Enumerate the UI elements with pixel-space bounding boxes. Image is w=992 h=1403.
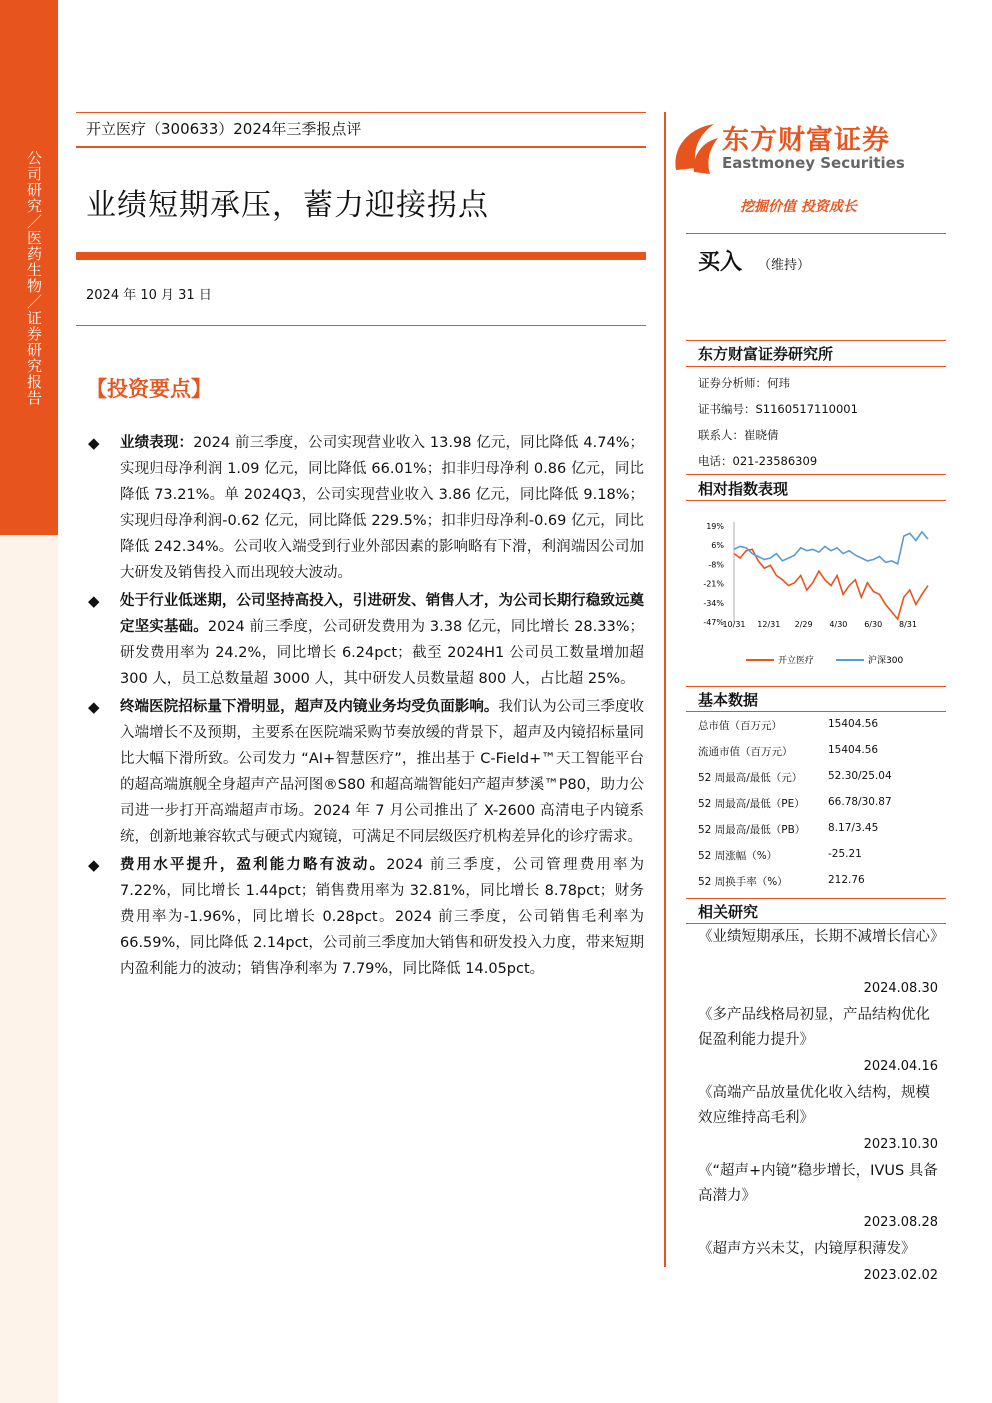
research-title: 相关研究 bbox=[698, 903, 759, 921]
headline: 业绩短期承压，蓄力迎接拐点 bbox=[86, 188, 489, 223]
bullet-text: 2024 前三季度，公司实现营业收入 13.98 亿元，同比降低 4.74%；实现归母净利润 1.09 亿元，同比降低 66.01%；扣非归母净利 0.86 亿元，同比降低 73.21%。单 2024Q3，公司实现营业收入 3.86 亿元，同比降低 9.18%；实现归母净利润-0.62 亿元，同比降低 229.5%；扣非归母净利-0.69 亿元，同比降低 242.34%。公司收入端受到行业外部因素的影响略有下滑，利润端因公司加大研发及销售投入而出现较大波动。 bbox=[120, 435, 644, 581]
institute-divider-bottom bbox=[686, 366, 946, 367]
bullet-text: 我们认为公司三季度收入端增长不及预期，主要系在医院端采购节奏放缓的背景下，超声及内镜招标量同比大幅下滑所致。公司发力 “AI+智慧医疗”，推出基于 C-Field+™天工智能平台的超高端旗舰全身超声产品河图®S80 和超高端智能妇产超声梦溪™P80，助力公司进一步打开高端超声市场。2024 年 7 月公司推出了 X-2600 高清电子内镜系统，创新地兼容软式与硬式内窥镜，可满足不同层级医疗机构差异化的诊疗需求。 bbox=[120, 699, 644, 845]
basic-data-value: 52.30/25.04 bbox=[828, 770, 892, 782]
sidebar bbox=[0, 0, 58, 1403]
x-tick-label: 10/31 bbox=[722, 620, 746, 629]
bullet-heading: 处于行业低迷期，公司坚持高投入，引进研发、销售人才，为公司长期行稳致远奠定坚实基础。 bbox=[120, 593, 644, 635]
basic-data-key: 总市值（百万元） bbox=[698, 720, 782, 732]
rating-sub: （维持） bbox=[758, 258, 811, 273]
sidebar-accent bbox=[0, 0, 58, 535]
bullet-list bbox=[86, 430, 644, 984]
bullet-item bbox=[86, 694, 644, 850]
diamond-icon: ◆ bbox=[88, 434, 100, 452]
basic-divider-top bbox=[686, 686, 946, 687]
report-title: 开立医疗（300633）2024年三季报点评 bbox=[86, 120, 362, 138]
y-tick-label: -21% bbox=[703, 579, 724, 589]
basic-data-value: 66.78/30.87 bbox=[828, 796, 892, 808]
y-tick-label: 6% bbox=[711, 541, 724, 551]
research-item-title[interactable]: 《高端产品放量优化收入结构，规模效应维持高毛利》 bbox=[698, 1085, 930, 1126]
date-divider bbox=[76, 325, 646, 326]
diamond-icon: ◆ bbox=[88, 698, 100, 716]
legend-label: 沪深300 bbox=[868, 656, 904, 666]
brand-logo bbox=[670, 114, 946, 180]
y-tick-label: -8% bbox=[708, 560, 724, 570]
research-item-date: 2024.04.16 bbox=[863, 1059, 938, 1074]
basic-data-key: 流通市值（百万元） bbox=[698, 746, 793, 758]
brand-name-cn: 东方财富证券 bbox=[722, 125, 890, 156]
analyst: 证券分析师：何玮 bbox=[698, 376, 790, 390]
brand-slogan: 挖掘价值 投资成长 bbox=[740, 199, 857, 215]
research-item-date: 2023.08.28 bbox=[863, 1215, 938, 1230]
index-divider-top bbox=[686, 474, 946, 475]
x-tick-label: 8/31 bbox=[899, 620, 917, 629]
header-divider-top bbox=[76, 112, 646, 113]
relative-index-chart bbox=[696, 512, 948, 672]
index-title: 相对指数表现 bbox=[698, 480, 789, 498]
institute-divider-top bbox=[686, 340, 946, 341]
basic-data-value: 15404.56 bbox=[828, 744, 879, 756]
basic-data-key: 52 周最高/最低（PE） bbox=[698, 798, 805, 810]
basic-data-row bbox=[698, 848, 948, 863]
diamond-icon: ◆ bbox=[88, 856, 100, 874]
column-divider bbox=[664, 112, 666, 1267]
bullet-item bbox=[86, 588, 644, 692]
basic-data-key: 52 周最高/最低（PB） bbox=[698, 824, 806, 836]
cert-number: 证书编号：S1160517110001 bbox=[698, 402, 858, 416]
diamond-icon: ◆ bbox=[88, 592, 100, 610]
research-item-date: 2023.10.30 bbox=[863, 1137, 938, 1152]
basic-data-row bbox=[698, 874, 948, 889]
phone: 电话：021-23586309 bbox=[698, 454, 818, 468]
basic-divider-bottom bbox=[686, 711, 946, 712]
basic-data-value: 212.76 bbox=[828, 874, 865, 886]
basic-data-row bbox=[698, 796, 948, 811]
research-item-title[interactable]: 《业绩短期承压，长期不减增长信心》 bbox=[698, 929, 945, 945]
bullet-item bbox=[86, 852, 644, 982]
headline-bar bbox=[76, 252, 646, 260]
legend-label: 开立医疗 bbox=[778, 656, 815, 666]
research-item-date: 2023.02.02 bbox=[863, 1268, 938, 1283]
bullet-heading: 业绩表现： bbox=[120, 435, 194, 451]
x-tick-label: 12/31 bbox=[757, 620, 781, 629]
rating-divider-top bbox=[686, 233, 946, 234]
bullet-heading: 终端医院招标量下滑明显，超声及内镜业务均受负面影响。 bbox=[120, 699, 499, 715]
y-tick-label: 19% bbox=[706, 522, 724, 531]
bullet-text: 2024 前三季度，公司管理费用率为 7.22%，同比增长 1.44pct；销售费用率为 32.81%，同比增长 8.78pct；财务费用率为-1.96%，同比增长 0.28pct。2024 前三季度，公司销售毛利率为 66.59%，同比降低 2.14pct，公司前三季度加大销售和研发投入力度，带来短期内盈利能力的波动；销售净利率为 7.79%，同比降低 14.05pct。 bbox=[120, 857, 644, 977]
bullet-heading: 费用水平提升，盈利能力略有波动。 bbox=[120, 857, 387, 873]
basic-data-key: 52 周最高/最低（元） bbox=[698, 772, 803, 784]
basic-data-row bbox=[698, 718, 948, 733]
research-item-title[interactable]: 《多产品线格局初显，产品结构优化促盈利能力提升》 bbox=[698, 1007, 930, 1048]
header-divider-bottom bbox=[76, 146, 646, 148]
sidebar-label: 公司研究／医药生物／证券研究报告 bbox=[25, 150, 43, 406]
section-title: 【投资要点】 bbox=[86, 376, 212, 401]
institute-name: 东方财富证券研究所 bbox=[698, 345, 834, 363]
research-item-date: 2024.08.30 bbox=[863, 981, 938, 996]
research-divider-bottom bbox=[686, 923, 946, 924]
rating: 买入 bbox=[698, 250, 743, 275]
basic-data-value: -25.21 bbox=[828, 848, 862, 860]
basic-title: 基本数据 bbox=[698, 691, 759, 709]
series-line-沪深300 bbox=[734, 532, 928, 564]
research-divider-top bbox=[686, 898, 946, 899]
basic-data-row bbox=[698, 770, 948, 785]
index-divider-bottom bbox=[686, 500, 946, 501]
y-tick-label: -34% bbox=[703, 598, 724, 608]
x-tick-label: 4/30 bbox=[829, 620, 848, 629]
basic-data-key: 52 周换手率（%） bbox=[698, 876, 788, 888]
bullet-item bbox=[86, 430, 644, 586]
basic-data-row bbox=[698, 744, 948, 759]
research-item-title[interactable]: 《超声方兴未艾，内镜厚积薄发》 bbox=[698, 1241, 916, 1257]
brand-name-en: Eastmoney Securities bbox=[722, 154, 905, 172]
basic-data-value: 15404.56 bbox=[828, 718, 879, 730]
y-tick-label: -47% bbox=[703, 618, 724, 627]
basic-data-key: 52 周涨幅（%） bbox=[698, 850, 778, 862]
bullet-text: 2024 前三季度，公司研发费用为 3.38 亿元，同比增长 28.33%；研发费用率为 24.2%，同比增长 6.24pct；截至 2024H1 公司员工数量增加超 300 人，员工总数量超 3000 人，其中研发人员数量超 800 人，占比超 25%。 bbox=[120, 619, 644, 687]
research-item-title[interactable]: 《“超声+内镜”稳步增长，IVUS 具备高潜力》 bbox=[698, 1163, 938, 1204]
report-date: 2024 年 10 月 31 日 bbox=[86, 288, 212, 303]
contact: 联系人：崔晓倩 bbox=[698, 428, 779, 442]
x-tick-label: 6/30 bbox=[864, 620, 883, 629]
basic-data-row bbox=[698, 822, 948, 837]
x-tick-label: 2/29 bbox=[794, 620, 813, 629]
basic-data-value: 8.17/3.45 bbox=[828, 822, 879, 834]
brand-mark-icon bbox=[670, 118, 720, 178]
